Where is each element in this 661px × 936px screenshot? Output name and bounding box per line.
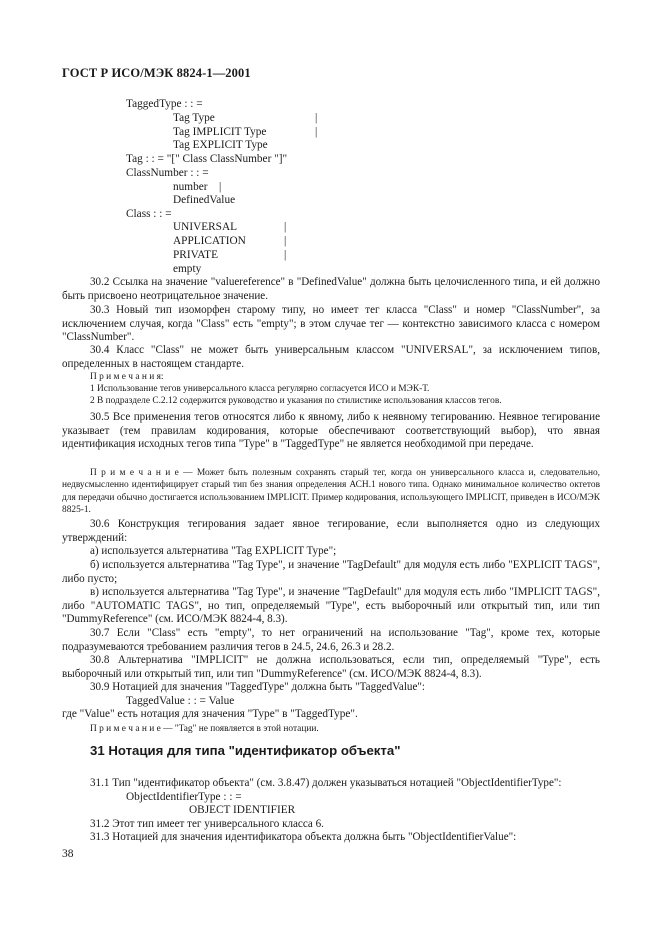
grammar-bar: | <box>219 181 222 193</box>
tagged-value-def: TaggedValue : : = Value <box>126 695 235 707</box>
paragraph-31-1: 31.1 Тип "идентификатор объекта" (см. 3.8.47) должен указываться нотацией "ObjectIdentifierType": <box>90 777 562 789</box>
paragraph-30-6: 30.6 Конструкция тегирования задает явное тегирование, если выполняется одно из следующих утверждений: <box>62 518 600 544</box>
paragraph-30-4: 30.4 Класс "Class" не может быть универсальным классом "UNIVERSAL", за исключением типов, определенных в настоящем стандарте. <box>62 344 600 370</box>
grammar-bar: | <box>284 235 287 247</box>
grammar-bar: | <box>284 249 287 261</box>
paragraph-30-6-b: б) используется альтернатива "Tag Type", и значение "TagDefault" для модуля есть либо "EXPLICIT TAGS", либо пусто; <box>62 559 600 585</box>
paragraph-31-2: 31.2 Этот тип имеет тег универсального класса 6. <box>90 818 324 830</box>
notes-label: П р и м е ч а н и я: <box>90 372 164 382</box>
paragraph-31-3: 31.3 Нотацией для значения идентификатора объекта должна быть "ObjectIdentifierValue": <box>90 831 517 843</box>
grammar-universal: UNIVERSAL <box>173 221 238 233</box>
grammar-bar: | <box>284 221 287 233</box>
note-1: 1 Использование тегов универсального класса регулярно согласуется ИСО и МЭК-Т. <box>90 384 430 394</box>
paragraph-30-2: 30.2 Ссылка на значение "valuereference" в "DefinedValue" должна быть целочисленного типа, и ей должно быть присвоено неотрицательное значение. <box>62 276 600 302</box>
paragraph-30-3: 30.3 Новый тип изоморфен старому типу, но имеет тег класса "Class" и номер "ClassNumber", за исключением случая, когда "Class" есть "empty"; в этом случае тег — контекстно зависимого класса с номером "ClassNumber". <box>62 304 600 344</box>
note-tag: П р и м е ч а н и е — "Tag" не появляется в этой нотации. <box>90 724 319 734</box>
paragraph-30-9: 30.9 Нотацией для значения "TaggedType" должна быть "TaggedValue": <box>90 681 426 693</box>
grammar-empty: empty <box>173 263 202 275</box>
section-31-heading: 31 Нотация для типа "идентификатор объекта" <box>90 743 401 758</box>
grammar-defined-value: DefinedValue <box>173 194 236 206</box>
paragraph-30-7: 30.7 Если "Class" есть "empty", то нет ограничений на использование "Tag", кроме тех, которые подразумеваются требованием различия тегов в 24.5, 24.6, 26.3 и 28.2. <box>62 627 600 653</box>
grammar-tag-explicit: Tag EXPLICIT Type <box>173 139 268 151</box>
grammar-private: PRIVATE <box>173 249 218 261</box>
document-header: ГОСТ Р ИСО/МЭК 8824-1—2001 <box>62 66 251 80</box>
grammar-bar: | <box>315 112 318 124</box>
grammar-bar: | <box>315 126 318 138</box>
grammar-class: Class : : = <box>126 208 172 220</box>
grammar-application: APPLICATION <box>173 235 246 247</box>
note-implicit: П р и м е ч а н и е — Может быть полезным сохранять старый тег, когда он универсального класса и, следовательно, недвусмысленно идентифицирует старый тип без знания определения АСН.1 нового типа. Однако минимальное количество октетов для передачи обычно достигается использованием IMPLICIT. Пример кодирования, использующего IMPLICIT, приведен в ИСО/МЭК 8825-1. <box>62 468 600 515</box>
oid-type-def: ObjectIdentifierType : : = <box>126 791 242 803</box>
paragraph-30-5: 30.5 Все применения тегов относятся либо к явному, либо к неявному тегированию. Неявное тегирование указывает (тем правилам кодирования, которые обеспечивают соответствующий выбор), что явная идентификация исходных тегов типа "Type" в "TaggedType" не является необходимой при передаче. <box>62 411 600 451</box>
oid-value: OBJECT IDENTIFIER <box>189 804 296 816</box>
grammar-classnumber: ClassNumber : : = <box>126 167 209 179</box>
paragraph-30-8: 30.8 Альтернатива "IMPLICIT" не должна использоваться, если тип, определяемый "Type", есть выборочный или открытый тип, или тип "DummyReference" (см. ИСО/МЭК 8824-4, 8.3). <box>62 654 600 680</box>
page-number: 38 <box>62 848 74 860</box>
grammar-tag-type: Tag Type <box>173 112 215 124</box>
where-value-line: где "Value" есть нотация для значения "Type" в "TaggedType". <box>62 708 358 720</box>
paragraph-30-6-a: а) используется альтернатива "Tag EXPLICIT Type"; <box>90 545 337 557</box>
paragraph-30-6-c: в) используется альтернатива "Tag Type", и значение "TagDefault" для модуля есть либо "IMPLICIT TAGS", либо "AUTOMATIC TAGS", но тип, определяемый "Type", есть выборочный или открытый тип, или тип "DummyReference" (см. ИСО/МЭК 8824-4, 8.3). <box>62 586 600 626</box>
grammar-tag-def: Tag : : = "[" Class ClassNumber "]" <box>126 153 288 165</box>
note-2: 2 В подразделе С.2.12 содержится руководство и указания по стилистике использования классов тегов. <box>90 396 502 406</box>
grammar-number: number <box>173 181 208 193</box>
grammar-tag-implicit: Tag IMPLICIT Type <box>173 126 267 138</box>
grammar-tagged-type: TaggedType : : = <box>126 98 203 110</box>
